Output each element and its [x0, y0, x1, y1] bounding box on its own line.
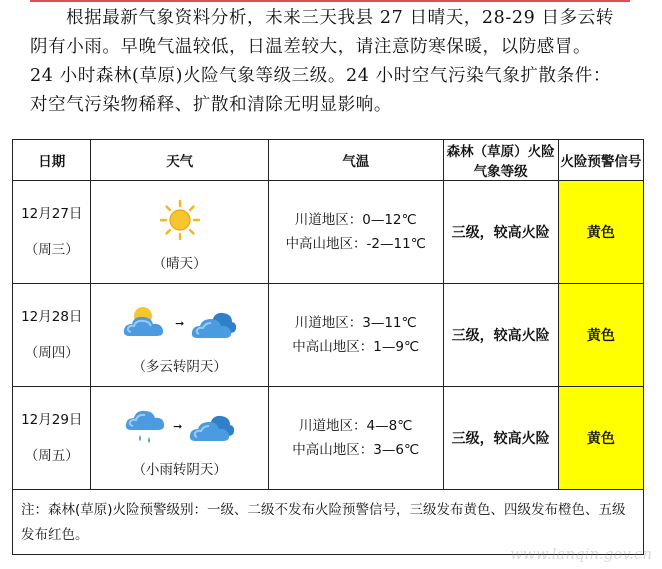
fire-warning-note: 注：森林(草原)火险预警级别：一级、二级不发布火险预警信号，三级发布黄色、四级发布橙色、五级发布红色。 [13, 490, 644, 555]
temperature-cell [268, 181, 443, 284]
signal-cell: 黄色 [558, 284, 643, 387]
overcast-icon [188, 407, 236, 445]
header-signal: 火险预警信号 [558, 140, 643, 181]
date-text: 12月29日 [21, 412, 83, 428]
weather-label: （多云转阴天） [132, 359, 227, 375]
temperature-cell [268, 284, 443, 387]
intro-line-3: 24 小时森林(草原)火险气象等级三级。24 小时空气污染气象扩散条件： [30, 66, 611, 86]
signal-cell: 黄色 [558, 387, 643, 490]
intro-line-4: 对空气污染物稀释、扩散和清除无明显影响。 [30, 95, 392, 115]
arrow-icon: ➞ [175, 316, 185, 330]
date-text: 12月27日 [21, 206, 83, 222]
forecast-table [12, 139, 644, 555]
fire-level-cell: 三级，较高火险 [443, 387, 558, 490]
weekday-text: （周三） [24, 242, 79, 258]
temperature-cell [268, 387, 443, 490]
temp-mountain: 中高山地区：-2—11℃ [285, 236, 426, 252]
arrow-icon: ➞ [173, 419, 183, 433]
header-weather: 天气 [91, 140, 268, 181]
table-row [13, 181, 644, 284]
weather-label: （晴天） [152, 256, 207, 272]
partly-cloudy-icon [121, 304, 169, 342]
light-rain-icon [123, 404, 167, 448]
weekday-text: （周四） [24, 345, 79, 361]
sun-icon [158, 198, 202, 242]
header-date: 日期 [13, 140, 91, 181]
weather-cell [91, 284, 268, 387]
weather-label: （小雨转阴天） [132, 462, 227, 478]
header-temperature: 气温 [268, 140, 443, 181]
temp-mountain: 中高山地区：3—6℃ [292, 442, 420, 458]
intro-line-1: 根据最新气象资料分析，未来三天我县 27 日晴天，28-29 日多云转 [66, 8, 614, 28]
date-cell [13, 387, 91, 490]
temp-valley: 川道地区：0—12℃ [294, 212, 417, 228]
fire-level-cell: 三级，较高火险 [443, 284, 558, 387]
date-cell [13, 284, 91, 387]
date-text: 12月28日 [21, 309, 83, 325]
overcast-icon [190, 304, 238, 342]
site-watermark: www.lanqin.gov.cn [510, 545, 652, 563]
forecast-intro [30, 4, 640, 120]
table-row [13, 387, 644, 490]
temp-mountain: 中高山地区：1—9℃ [292, 339, 420, 355]
temp-valley: 川道地区：3—11℃ [294, 315, 417, 331]
signal-cell: 黄色 [558, 181, 643, 284]
table-row [13, 284, 644, 387]
fire-level-cell: 三级，较高火险 [443, 181, 558, 284]
temp-valley: 川道地区：4—8℃ [299, 418, 413, 434]
table-header-row [13, 140, 644, 181]
weekday-text: （周五） [24, 448, 79, 464]
header-fire-level: 森林（草原）火险气象等级 [443, 140, 558, 181]
intro-line-2: 阴有小雨。早晚气温较低，日温差较大，请注意防寒保暖，以防感冒。 [30, 37, 592, 57]
top-divider [30, 0, 630, 2]
weather-cell [91, 387, 268, 490]
weather-cell [91, 181, 268, 284]
date-cell [13, 181, 91, 284]
